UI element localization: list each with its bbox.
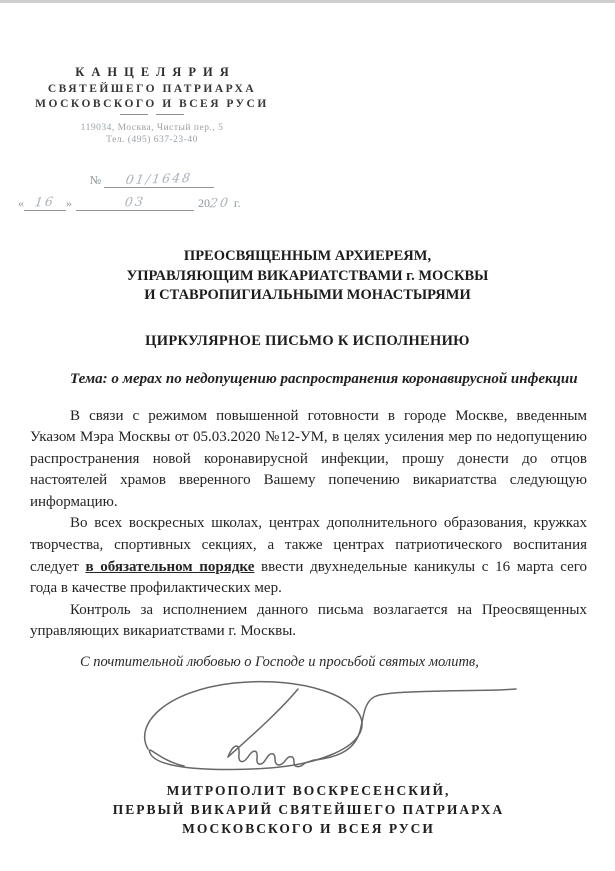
signer-name-block — [30, 781, 587, 838]
letterhead — [18, 65, 286, 145]
paragraph-1: В связи с режимом повышенной готовности в городе Москве, введенным Указом Мэра Москвы от 05.03.2020 №12-УМ, в целях усиления мер по недопущению распространения новой коронавирусной инфекции, прошу донести до отцов настоятелей храмов вверенного Вашему попечению викариатства следующую информацию. — [30, 407, 587, 510]
date-day-field — [24, 194, 66, 211]
letterhead-org-name: КАНЦЕЛЯРИЯ — [75, 65, 236, 79]
paragraph-2-before: Во всех воскресных школах, центрах дополнительного образования, кружках творчества, спортивных секциях, а также центрах патриотического воспитания следует — [30, 515, 587, 575]
date-day-handwritten: 16 — [33, 193, 57, 210]
closing-salutation: С почтительной любовью о Господе и просьбой святых молитв, — [80, 654, 479, 671]
letterhead-org-line2: СВЯТЕЙШЕГО ПАТРИАРХА — [47, 83, 257, 95]
paragraph-2-emphasis: в обязательном порядке — [85, 558, 255, 575]
date-year-handwritten: 20 — [208, 194, 232, 211]
paragraph-2-after: ввести двухнедельные каникулы с 16 марта сего года в качестве профилактических мер. — [30, 558, 587, 597]
document-title: ЦИРКУЛЯРНОЕ ПИСЬМО К ИСПОЛНЕНИЮ — [145, 333, 470, 349]
number-field — [104, 171, 214, 188]
number-handwritten-value: 01/1648 — [125, 169, 194, 188]
reference-number-row — [18, 171, 286, 188]
signature-image — [112, 673, 532, 777]
letterhead-address: 119034, Москва, Чистый пер., 5 — [80, 123, 224, 133]
date-month-field — [76, 194, 194, 211]
date-year-suffix: г. — [233, 196, 241, 210]
date-close-quote: » — [66, 196, 72, 210]
date-month-handwritten: 03 — [123, 193, 147, 210]
subject-line: Тема: о мерах по недопущению распространения коронавирусной инфекции — [70, 371, 578, 387]
paragraph-2 — [30, 513, 587, 599]
signature-area — [30, 673, 587, 777]
letterhead-org-line3: МОСКОВСКОГО И ВСЕЯ РУСИ — [35, 98, 269, 110]
signer-line1: МИТРОПОЛИТ ВОСКРЕСЕНСКИЙ, — [166, 783, 451, 799]
reference-date-row — [18, 194, 286, 211]
addressee-line1: ПРЕОСВЯЩЕННЫМ АРХИЕРЕЯМ, — [183, 248, 432, 264]
addressee-block — [0, 247, 615, 306]
addressee-line3: И СТАВРОПИГИАЛЬНЫМИ МОНАСТЫРЯМИ — [144, 287, 471, 303]
reference-block — [18, 171, 286, 211]
number-label: № — [89, 173, 102, 187]
paragraph-3: Контроль за исполнением данного письма возлагается на Преосвященных управляющих викариатствами г. Москвы. — [30, 601, 587, 640]
signer-line3: МОСКОВСКОГО И ВСЕЯ РУСИ — [182, 821, 435, 837]
date-open-quote: « — [18, 196, 24, 210]
signer-line2: ПЕРВЫЙ ВИКАРИЙ СВЯТЕЙШЕГО ПАТРИАРХА — [112, 802, 505, 818]
addressee-line2: УПРАВЛЯЮЩИМ ВИКАРИАТСТВАМИ г. МОСКВЫ — [126, 267, 489, 284]
date-year-prefix: 20 — [198, 196, 210, 210]
letterhead-separator — [120, 114, 184, 115]
letterhead-phone: Тел. (495) 637-23-40 — [106, 135, 198, 145]
letter-body — [30, 369, 587, 838]
